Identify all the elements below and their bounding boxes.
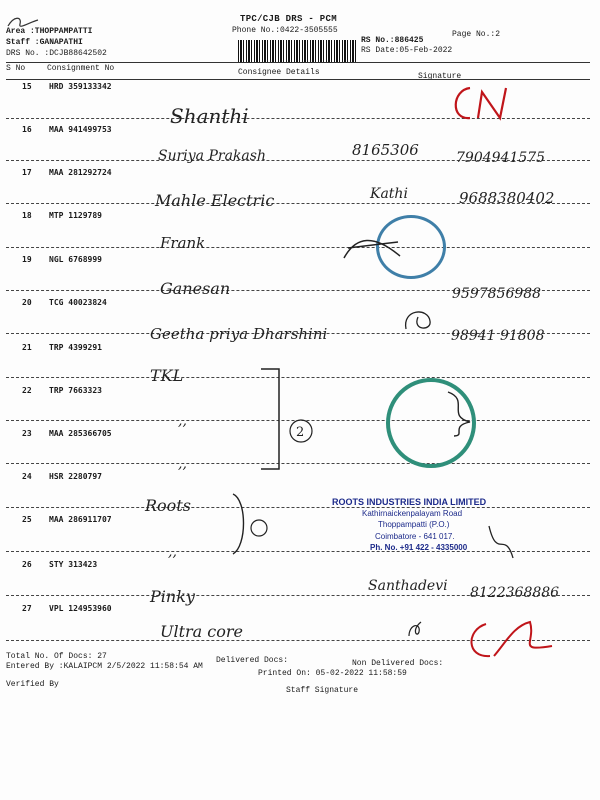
area-label: Area :THOPPAMPATTI (6, 27, 93, 36)
row-consignment: MTP 1129789 (49, 211, 102, 220)
handwriting-number: 8122368886 (470, 585, 560, 601)
row-sno: 23 (22, 429, 32, 438)
phone-number: Phone No.:0422-3505555 (232, 26, 338, 35)
handwriting-signature: Santhadevi (368, 578, 448, 594)
delivered-docs: Delivered Docs: (216, 656, 289, 665)
row-consignment: MAA 286911707 (49, 515, 112, 524)
row-consignment: TRP 7663323 (49, 386, 102, 395)
col-consignee: Consignee Details (238, 68, 320, 77)
handwriting-name: Ganesan (160, 279, 231, 298)
staff-label: Staff :GANAPATHI (6, 38, 83, 47)
handwriting-name: Geetha priya Dharshini (150, 325, 328, 343)
row-consignment: HRD 359133342 (49, 82, 112, 91)
document-title: TPC/CJB DRS - PCM (240, 14, 337, 24)
printed-on: Printed On: 05-02-2022 11:58:59 (258, 669, 407, 678)
row-sno: 21 (22, 343, 32, 352)
row-consignment: NGL 6768999 (49, 255, 102, 264)
row-sno: 24 (22, 472, 32, 481)
stamp-phone-line: Ph. No. +91 422 - 4335000 (370, 543, 468, 552)
stamp-address-line: Thoppampatti (P.O.) (378, 520, 450, 529)
stamp-company-name: ROOTS INDUSTRIES INDIA LIMITED (332, 497, 487, 507)
handwriting-number: 8165306 (352, 141, 419, 159)
signature-mark (440, 386, 480, 440)
svg-text:2: 2 (296, 425, 305, 440)
scribble-mark (4, 14, 44, 32)
total-docs: Total No. Of Docs: 27 (6, 652, 107, 661)
staff-signature-label: Staff Signature (286, 686, 359, 695)
row-consignment: MAA 281292724 (49, 168, 112, 177)
ditto-mark: ,, (168, 544, 177, 560)
handwriting-name: Ultra core (160, 622, 244, 641)
row-sno: 16 (22, 125, 32, 134)
row-sno: 19 (22, 255, 32, 264)
rs-number: RS No.:886425 (361, 36, 424, 45)
col-consignment: Consignment No (47, 64, 115, 73)
row-consignment: HSR 2280797 (49, 472, 102, 481)
row-consignment: MAA 941499753 (49, 125, 112, 134)
handwriting-number: 9597856988 (452, 286, 542, 302)
entered-by: Entered By :KALAIPCM 2/5/2022 11:58:54 AM (6, 662, 203, 671)
signature-mark (405, 618, 425, 640)
row-sno: 25 (22, 515, 32, 524)
handwriting-name: Frank (160, 234, 206, 252)
row-sno: 22 (22, 386, 32, 395)
row-sno: 15 (22, 82, 32, 91)
handwriting-name: Shanthi (170, 104, 249, 128)
row-sno: 27 (22, 604, 32, 613)
col-sno: S No (6, 64, 26, 73)
handwriting-name: Pinky (150, 587, 195, 606)
drs-number: DRS No. :DCJB88642502 (6, 49, 107, 58)
header-rule-top (6, 62, 590, 63)
row-consignment: VPL 124953960 (49, 604, 112, 613)
bracket-mark (225, 490, 275, 560)
handwriting-number: 7904941575 (456, 150, 546, 166)
row-consignment: TCG 40023824 (49, 298, 107, 307)
stamp-address-line: Coimbatore - 641 017. (375, 532, 455, 541)
row-sno: 20 (22, 298, 32, 307)
handwriting-name: Roots (145, 496, 191, 515)
handwriting-name: Suriya Prakash (158, 148, 266, 164)
ditto-mark: ,, (178, 413, 187, 429)
barcode (238, 40, 356, 62)
non-delivered-docs: Non Delivered Docs: (352, 659, 444, 668)
handwriting-name: TKL (150, 366, 184, 385)
red-signature (444, 80, 524, 128)
signature-mark (338, 232, 408, 268)
stamp-address-line: Kathirnaickenpalayam Road (362, 509, 463, 518)
row-sno: 18 (22, 211, 32, 220)
rs-date: RS Date:05-Feb-2022 (361, 46, 453, 55)
verified-by: Verified By (6, 680, 59, 689)
row-divider (6, 507, 590, 508)
page-number: Page No.:2 (452, 30, 501, 39)
handwriting-signature: Kathi (370, 186, 408, 202)
red-signature (456, 612, 566, 667)
col-signature: Signature (418, 72, 462, 81)
row-consignment: MAA 285366705 (49, 429, 112, 438)
ditto-mark: ,, (178, 456, 187, 472)
handwriting-number: 9688380402 (459, 189, 555, 207)
row-sno: 26 (22, 560, 32, 569)
row-divider (6, 247, 590, 248)
handwriting-number: 98941 91808 (451, 328, 545, 344)
bracket-mark (255, 365, 325, 475)
handwriting-name: Mahle Electric (155, 191, 275, 210)
row-sno: 17 (22, 168, 32, 177)
signature-mark (483, 520, 523, 564)
signature-mark (400, 305, 440, 335)
row-consignment: TRP 4399291 (49, 343, 102, 352)
row-consignment: STY 313423 (49, 560, 98, 569)
